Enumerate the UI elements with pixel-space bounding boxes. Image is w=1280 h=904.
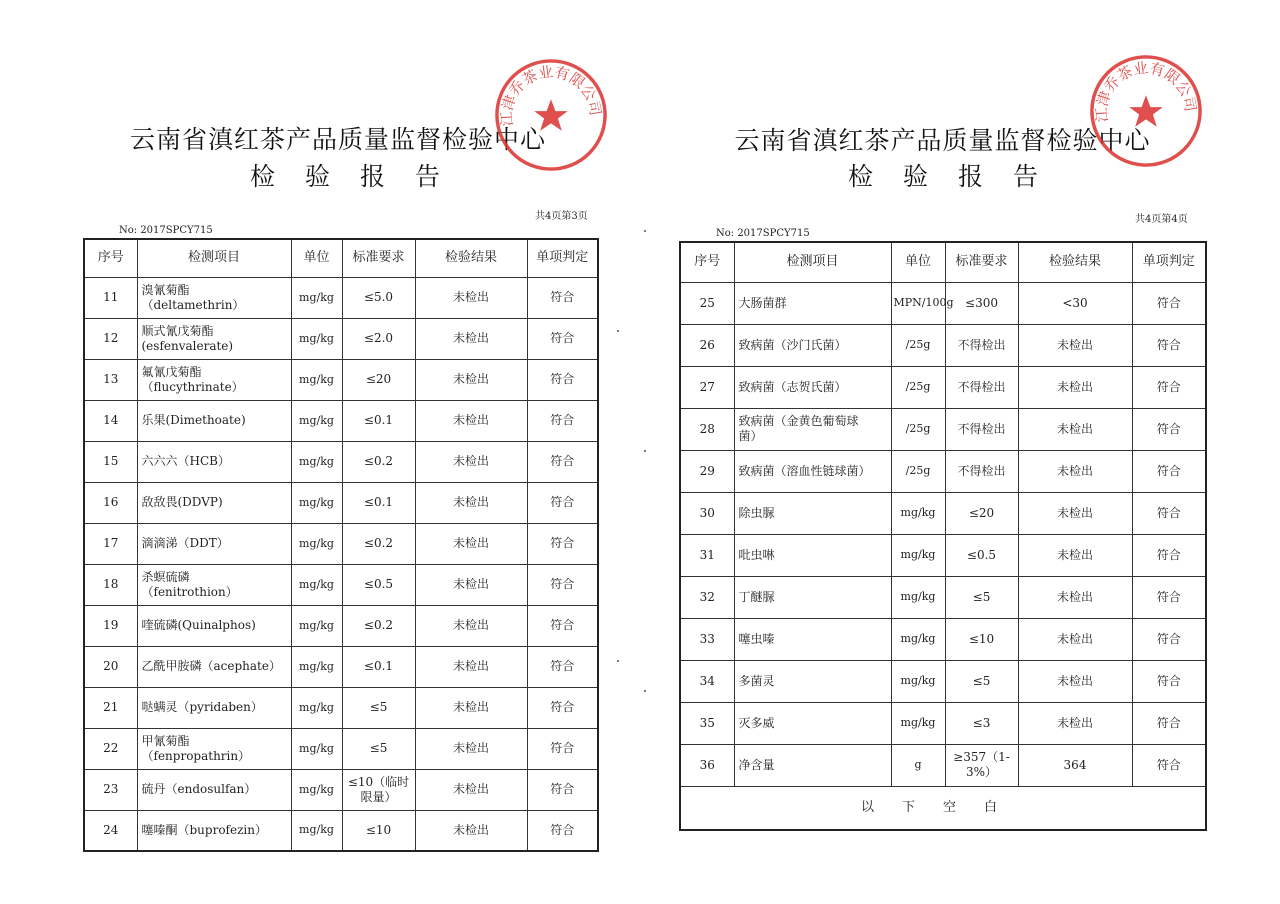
test-item: 六六六（HCB） (137, 441, 291, 482)
test-result: 未检出 (415, 564, 527, 605)
table-row (680, 534, 1206, 576)
table-row (84, 523, 598, 564)
standard-requirement: 不得检出 (945, 324, 1018, 366)
test-result: 未检出 (1018, 660, 1132, 702)
test-result: 未检出 (1018, 534, 1132, 576)
row-number: 14 (84, 400, 137, 441)
unit: mg/kg (291, 441, 342, 482)
test-item: 致病菌（沙门氏菌） (734, 324, 891, 366)
blank-below-text: 以下空白 (680, 786, 1206, 830)
judgment: 符合 (527, 277, 598, 318)
table-row (84, 318, 598, 359)
table-row (84, 687, 598, 728)
standard-requirement: 不得检出 (945, 450, 1018, 492)
unit: mg/kg (291, 687, 342, 728)
test-result: 未检出 (1018, 576, 1132, 618)
standard-requirement: ≤5 (342, 728, 415, 769)
test-result: 未检出 (1018, 324, 1132, 366)
judgment: 符合 (1132, 282, 1206, 324)
unit: /25g (891, 366, 945, 408)
judgment: 符合 (1132, 366, 1206, 408)
test-result: 未检出 (415, 646, 527, 687)
test-item: 溴氰菊酯 （deltamethrin） (137, 277, 291, 318)
standard-requirement: ≤5 (945, 660, 1018, 702)
test-item: 除虫脲 (734, 492, 891, 534)
test-result: 未检出 (415, 728, 527, 769)
row-number: 21 (84, 687, 137, 728)
standard-requirement: ≤0.2 (342, 605, 415, 646)
unit: mg/kg (291, 769, 342, 810)
table-row (84, 728, 598, 769)
row-number: 31 (680, 534, 734, 576)
standard-requirement: ≤10 (342, 810, 415, 851)
unit: mg/kg (891, 702, 945, 744)
table-row (84, 441, 598, 482)
table-row (680, 450, 1206, 492)
inspection-results-table (83, 238, 599, 852)
standard-requirement: ≤0.2 (342, 441, 415, 482)
unit: MPN/100g (891, 282, 945, 324)
header-judgment: 单项判定 (1132, 242, 1206, 282)
test-item: 滴滴涕（DDT） (137, 523, 291, 564)
row-number: 19 (84, 605, 137, 646)
row-number: 17 (84, 523, 137, 564)
header-standard: 标准要求 (342, 239, 415, 277)
table-row (680, 408, 1206, 450)
test-item: 氟氰戊菊酯 （flucythrinate） (137, 359, 291, 400)
unit: /25g (891, 450, 945, 492)
table-row (680, 576, 1206, 618)
test-result: 未检出 (415, 769, 527, 810)
page-number-info: 共4页第4页 (1135, 214, 1188, 225)
table-row (680, 324, 1206, 366)
test-result: 未检出 (415, 318, 527, 359)
row-number: 29 (680, 450, 734, 492)
judgment: 符合 (527, 523, 598, 564)
unit: mg/kg (291, 646, 342, 687)
standard-requirement: ≤300 (945, 282, 1018, 324)
judgment: 符合 (527, 482, 598, 523)
judgment: 符合 (527, 687, 598, 728)
table-header-row (84, 239, 598, 277)
page-subtitle: 检验报告 (848, 162, 1069, 191)
row-number: 33 (680, 618, 734, 660)
unit: mg/kg (291, 359, 342, 400)
test-result: 未检出 (415, 605, 527, 646)
test-result: 未检出 (415, 482, 527, 523)
test-item: 致病菌（志贺氏菌） (734, 366, 891, 408)
test-result: 未检出 (1018, 702, 1132, 744)
test-result: 364 (1018, 744, 1132, 786)
judgment: 符合 (1132, 492, 1206, 534)
table-row (84, 359, 598, 400)
header-no: 序号 (680, 242, 734, 282)
table-row (84, 605, 598, 646)
judgment: 符合 (527, 769, 598, 810)
header-standard: 标准要求 (945, 242, 1018, 282)
standard-requirement: ≤2.0 (342, 318, 415, 359)
unit: g (891, 744, 945, 786)
test-item: 丁醚脲 (734, 576, 891, 618)
judgment: 符合 (527, 810, 598, 851)
table-row (84, 564, 598, 605)
test-result: 未检出 (1018, 492, 1132, 534)
standard-requirement: ≤5 (342, 687, 415, 728)
judgment: 符合 (1132, 450, 1206, 492)
test-result: 未检出 (1018, 366, 1132, 408)
unit: mg/kg (291, 277, 342, 318)
row-number: 12 (84, 318, 137, 359)
test-item: 噻虫嗪 (734, 618, 891, 660)
test-item: 顺式氰戊菊酯 (esfenvalerate) (137, 318, 291, 359)
blank-footer-row (680, 786, 1206, 830)
row-number: 23 (84, 769, 137, 810)
unit: /25g (891, 408, 945, 450)
unit: mg/kg (291, 400, 342, 441)
row-number: 27 (680, 366, 734, 408)
judgment: 符合 (1132, 324, 1206, 366)
judgment: 符合 (527, 564, 598, 605)
judgment: 符合 (527, 605, 598, 646)
judgment: 符合 (1132, 408, 1206, 450)
page-subtitle: 检验报告 (250, 162, 471, 191)
row-number: 36 (680, 744, 734, 786)
standard-requirement: ≤0.1 (342, 646, 415, 687)
unit: /25g (891, 324, 945, 366)
test-item: 致病菌（溶血性链球菌） (734, 450, 891, 492)
test-item: 净含量 (734, 744, 891, 786)
report-number: No: 2017SPCY715 (716, 228, 810, 239)
test-item: 灭多威 (734, 702, 891, 744)
header-unit: 单位 (891, 242, 945, 282)
unit: mg/kg (291, 564, 342, 605)
unit: mg/kg (291, 728, 342, 769)
test-item: 喹硫磷(Quinalphos) (137, 605, 291, 646)
svg-text:江津乔茶业有限公司: 江津乔茶业有限公司 (498, 63, 604, 127)
page-title: 云南省滇红茶产品质量监督检验中心 (129, 125, 546, 154)
report-number: No: 2017SPCY715 (119, 225, 213, 236)
test-item: 大肠菌群 (734, 282, 891, 324)
judgment: 符合 (527, 728, 598, 769)
header-result: 检验结果 (1018, 242, 1132, 282)
unit: mg/kg (891, 576, 945, 618)
test-result: 未检出 (415, 400, 527, 441)
judgment: 符合 (527, 318, 598, 359)
test-result: 未检出 (415, 277, 527, 318)
table-row (680, 702, 1206, 744)
row-number: 35 (680, 702, 734, 744)
standard-requirement: ≤0.1 (342, 400, 415, 441)
svg-text:江津乔茶业有限公司: 江津乔茶业有限公司 (1093, 59, 1199, 123)
table-row (680, 618, 1206, 660)
standard-requirement: ≤5 (945, 576, 1018, 618)
unit: mg/kg (291, 318, 342, 359)
test-item: 致病菌（金黄色葡萄球 菌） (734, 408, 891, 450)
standard-requirement: ≤5.0 (342, 277, 415, 318)
standard-requirement: ≤0.1 (342, 482, 415, 523)
row-number: 22 (84, 728, 137, 769)
test-item: 吡虫啉 (734, 534, 891, 576)
table-header-row (680, 242, 1206, 282)
test-item: 多菌灵 (734, 660, 891, 702)
header-unit: 单位 (291, 239, 342, 277)
page-number-info: 共4页第3页 (535, 211, 588, 222)
standard-requirement: ≤0.5 (342, 564, 415, 605)
test-result: 未检出 (415, 810, 527, 851)
test-result: 未检出 (415, 359, 527, 400)
test-result: 未检出 (1018, 450, 1132, 492)
row-number: 24 (84, 810, 137, 851)
company-seal-stamp (1087, 52, 1205, 170)
table-row (84, 646, 598, 687)
inspection-results-table (679, 241, 1207, 831)
judgment: 符合 (1132, 618, 1206, 660)
row-number: 15 (84, 441, 137, 482)
test-item: 噻嗪酮（buprofezin） (137, 810, 291, 851)
row-number: 11 (84, 277, 137, 318)
table-row (84, 277, 598, 318)
standard-requirement: ≤0.2 (342, 523, 415, 564)
table-row (680, 366, 1206, 408)
test-result: 未检出 (1018, 408, 1132, 450)
unit: mg/kg (291, 523, 342, 564)
test-item: 杀螟硫磷 （fenitrothion） (137, 564, 291, 605)
test-result: 未检出 (415, 441, 527, 482)
header-result: 检验结果 (415, 239, 527, 277)
unit: mg/kg (291, 810, 342, 851)
test-item: 乐果(Dimethoate) (137, 400, 291, 441)
company-seal-stamp (492, 56, 610, 174)
judgment: 符合 (527, 400, 598, 441)
page-title: 云南省滇红茶产品质量监督检验中心 (734, 126, 1151, 155)
row-number: 28 (680, 408, 734, 450)
standard-requirement: 不得检出 (945, 408, 1018, 450)
row-number: 34 (680, 660, 734, 702)
row-number: 13 (84, 359, 137, 400)
test-result: <30 (1018, 282, 1132, 324)
standard-requirement: ≤20 (945, 492, 1018, 534)
row-number: 26 (680, 324, 734, 366)
judgment: 符合 (527, 646, 598, 687)
unit: mg/kg (891, 618, 945, 660)
test-item: 甲氰菊酯 （fenpropathrin） (137, 728, 291, 769)
row-number: 20 (84, 646, 137, 687)
judgment: 符合 (1132, 744, 1206, 786)
test-item: 敌敌畏(DDVP) (137, 482, 291, 523)
row-number: 16 (84, 482, 137, 523)
judgment: 符合 (1132, 534, 1206, 576)
judgment: 符合 (527, 441, 598, 482)
judgment: 符合 (1132, 576, 1206, 618)
standard-requirement: ≤0.5 (945, 534, 1018, 576)
standard-requirement: ≤10（临时 限量） (342, 769, 415, 810)
header-item: 检测项目 (734, 242, 891, 282)
judgment: 符合 (1132, 660, 1206, 702)
table-row (84, 400, 598, 441)
unit: mg/kg (291, 605, 342, 646)
table-row (680, 282, 1206, 324)
unit: mg/kg (891, 492, 945, 534)
table-row (680, 744, 1206, 786)
unit: mg/kg (291, 482, 342, 523)
test-item: 硫丹（endosulfan） (137, 769, 291, 810)
row-number: 25 (680, 282, 734, 324)
table-row (84, 482, 598, 523)
header-judgment: 单项判定 (527, 239, 598, 277)
standard-requirement: ≤3 (945, 702, 1018, 744)
test-item: 哒螨灵（pyridaben） (137, 687, 291, 728)
header-item: 检测项目 (137, 239, 291, 277)
table-row (84, 769, 598, 810)
standard-requirement: ≥357（1- 3%） (945, 744, 1018, 786)
standard-requirement: 不得检出 (945, 366, 1018, 408)
unit: mg/kg (891, 534, 945, 576)
header-no: 序号 (84, 239, 137, 277)
row-number: 32 (680, 576, 734, 618)
table-row (680, 492, 1206, 534)
test-result: 未检出 (415, 523, 527, 564)
standard-requirement: ≤20 (342, 359, 415, 400)
table-row (84, 810, 598, 851)
test-result: 未检出 (1018, 618, 1132, 660)
standard-requirement: ≤10 (945, 618, 1018, 660)
test-item: 乙酰甲胺磷（acephate） (137, 646, 291, 687)
test-result: 未检出 (415, 687, 527, 728)
judgment: 符合 (527, 359, 598, 400)
row-number: 18 (84, 564, 137, 605)
report-page-right (640, 0, 1280, 904)
unit: mg/kg (891, 660, 945, 702)
judgment: 符合 (1132, 702, 1206, 744)
table-row (680, 660, 1206, 702)
row-number: 30 (680, 492, 734, 534)
